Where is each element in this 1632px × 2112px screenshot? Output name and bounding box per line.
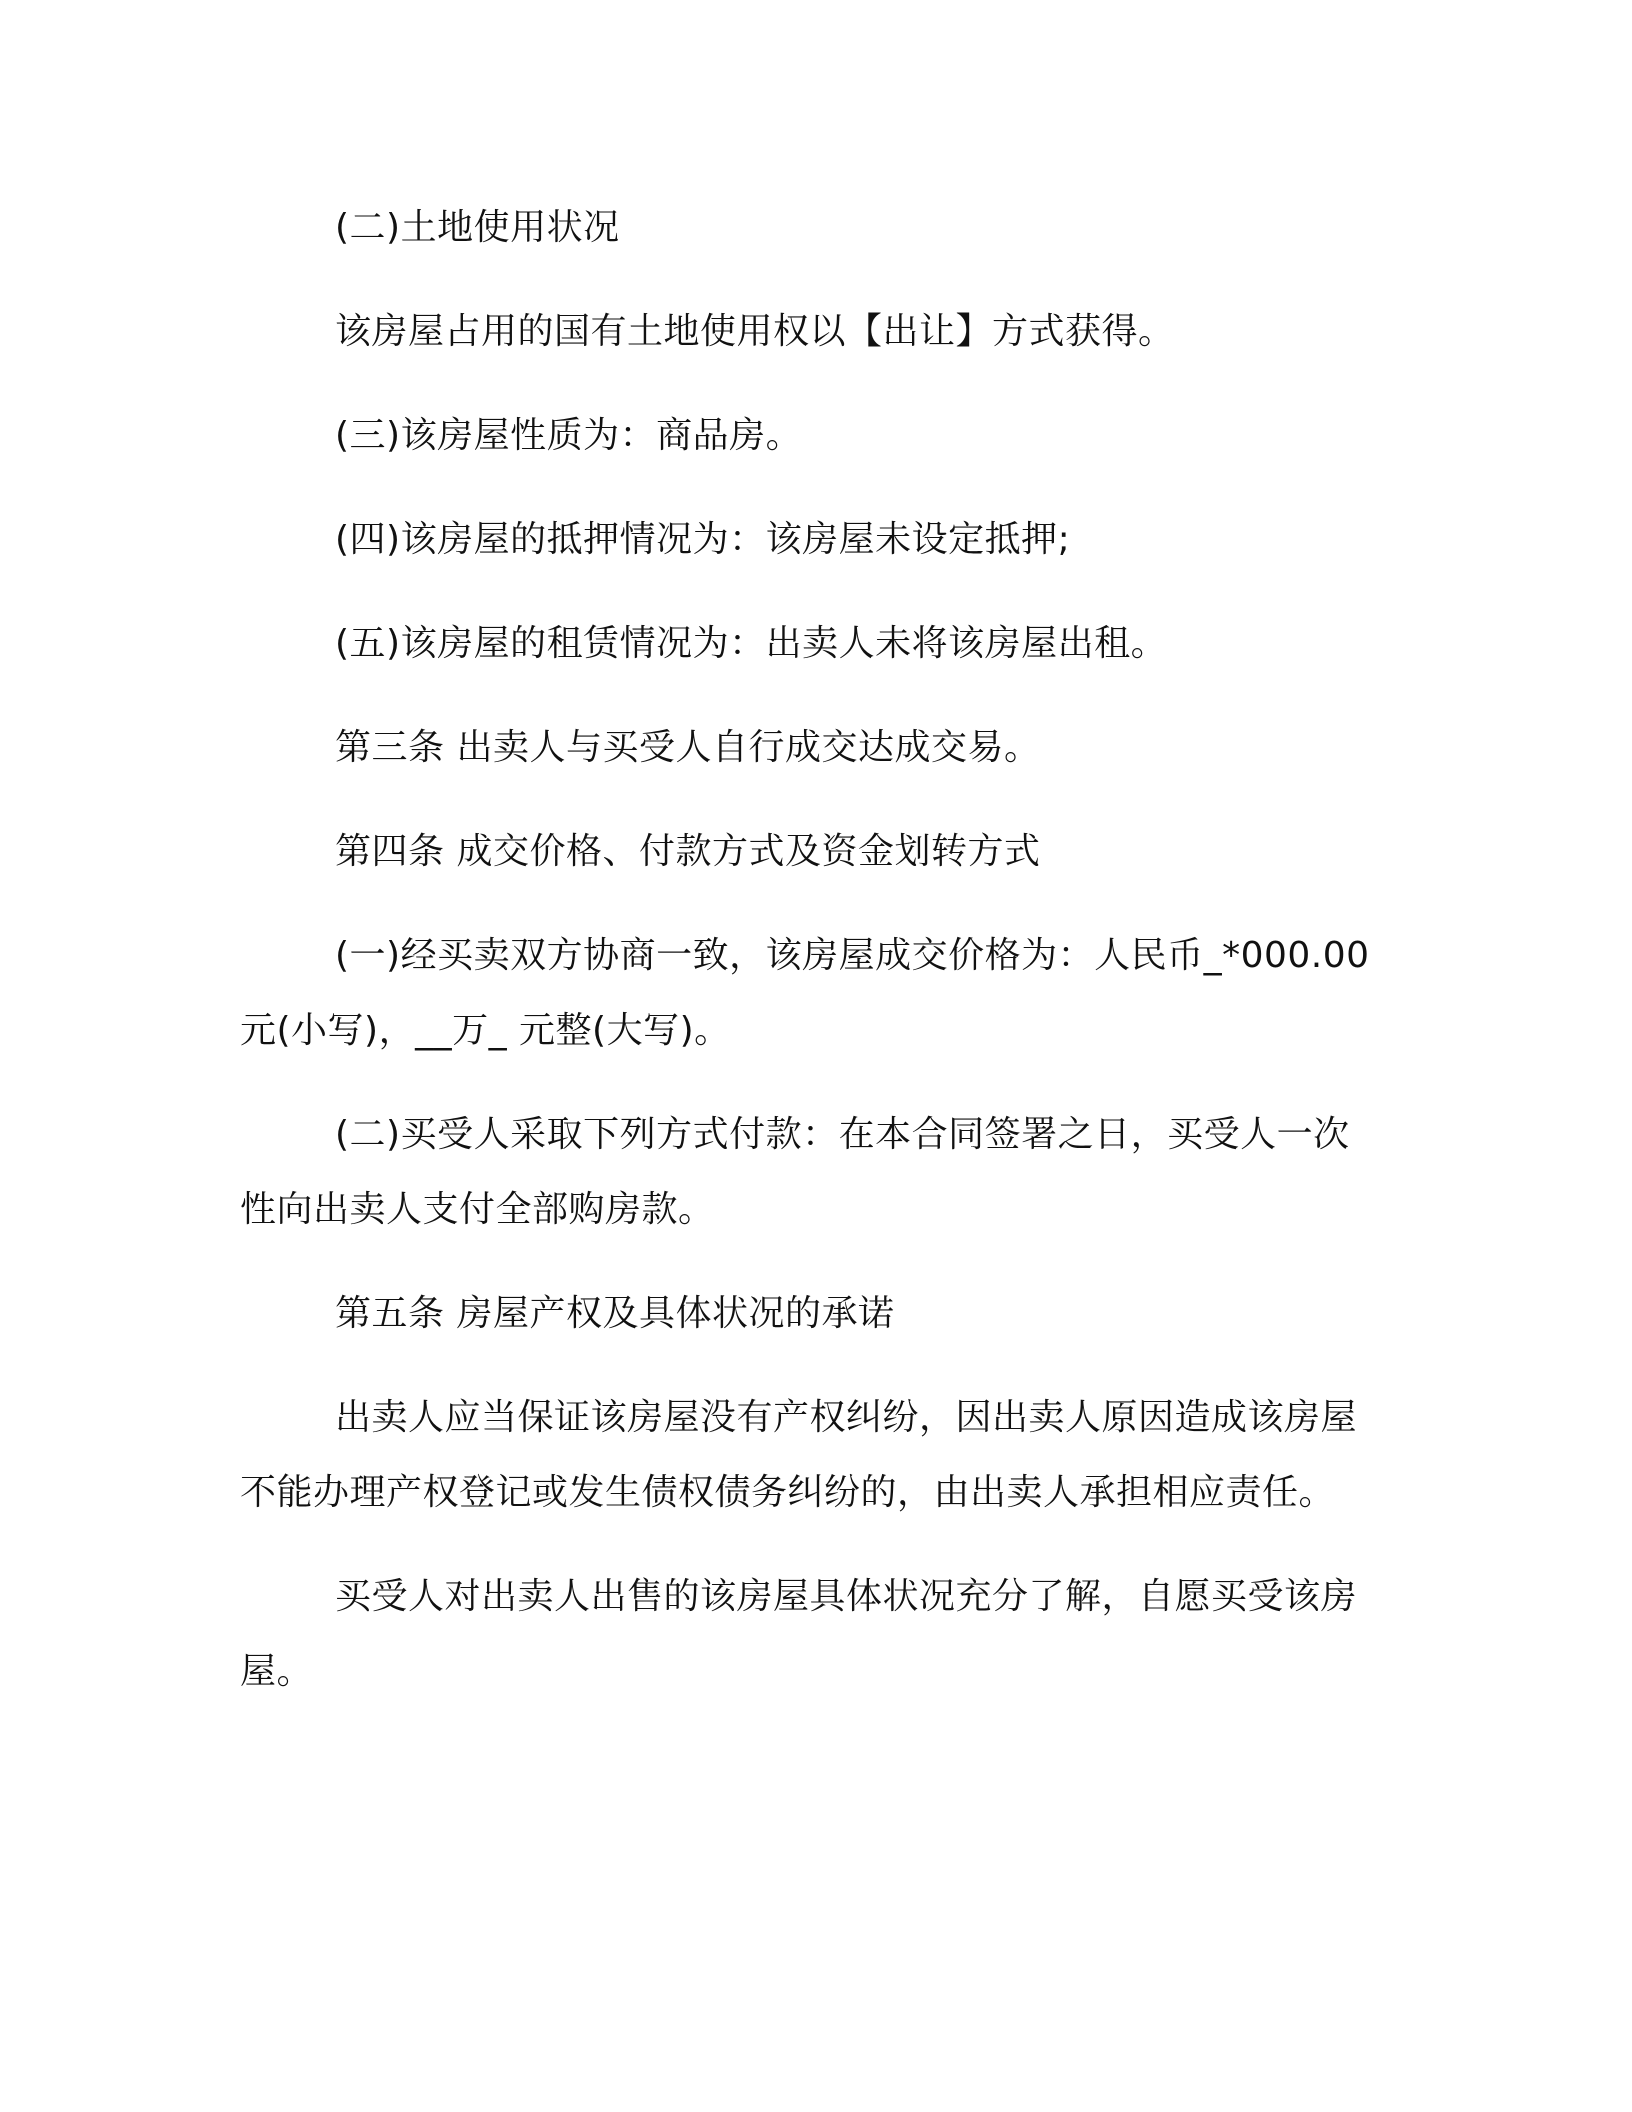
seller-guarantee-paragraph: 出卖人应当保证该房屋没有产权纠纷，因出卖人原因造成该房屋不能办理产权登记或发生债权债务纠纷的，由出卖人承担相应责任。	[240, 1397, 1358, 1513]
article-three: 第三条 出卖人与买受人自行成交达成交易。	[335, 727, 1041, 768]
article-five-heading: 第五条 房屋产权及具体状况的承诺	[335, 1293, 895, 1334]
document-body	[240, 190, 1375, 1709]
section-heading-land-use: (二)土地使用状况	[335, 207, 620, 248]
land-use-paragraph: 该房屋占用的国有土地使用权以【出让】方式获得。	[335, 311, 1175, 352]
property-nature-paragraph: (三)该房屋性质为：商品房。	[335, 415, 803, 456]
payment-paragraph: (二)买受人采取下列方式付款：在本合同签署之日，买受人一次性向出卖人支付全部购房款。	[240, 1114, 1350, 1230]
buyer-acknowledgement-paragraph: 买受人对出卖人出售的该房屋具体状况充分了解，自愿买受该房屋。	[240, 1576, 1358, 1692]
mortgage-paragraph: (四)该房屋的抵押情况为：该房屋未设定抵押;	[335, 519, 1071, 560]
article-four-heading: 第四条 成交价格、付款方式及资金划转方式	[335, 831, 1041, 872]
price-paragraph: (一)经买卖双方协商一致，该房屋成交价格为：人民币_*000.00元(小写)，__万_ 元整(大写)。	[240, 935, 1370, 1051]
lease-paragraph: (五)该房屋的租赁情况为：出卖人未将该房屋出租。	[335, 623, 1168, 664]
